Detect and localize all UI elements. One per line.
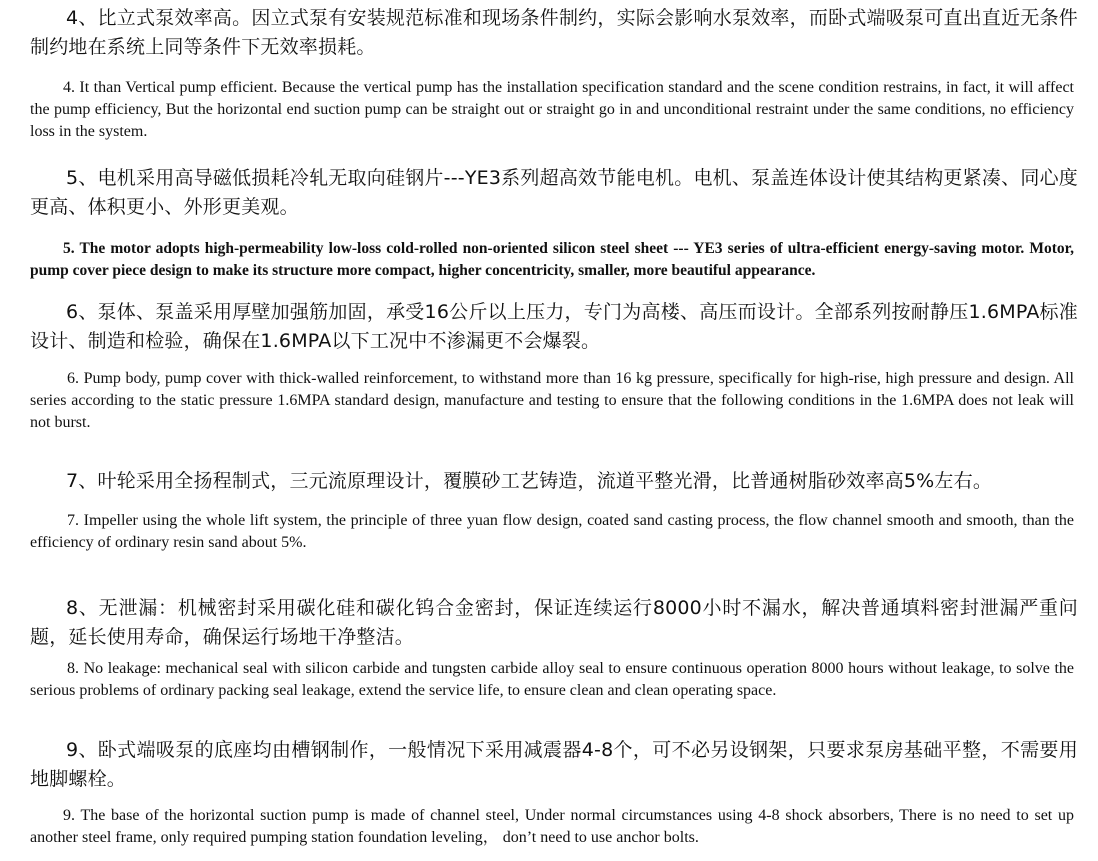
item-9-chinese: 9、卧式端吸泵的底座均由槽钢制作，一般情况下采用减震器4-8个，可不必另设钢架，只要求泵房基础平整，不需要用地脚螺栓。 [30,739,1078,790]
item-7-english: 7. Impeller using the whole lift system, the principle of three yuan flow design, coated sand casting process, the flow channel smooth and smooth, than the efficiency of ordinary resin sand about 5%. [30,512,1074,551]
item-5-chinese: 5、电机采用高导磁低损耗冷轧无取向硅钢片---YE3系列超高效节能电机。电机、泵盖连体设计使其结构更紧凑、同心度更高、体积更小、外形更美观。 [30,167,1078,218]
item-9-english: 9. The base of the horizontal suction pump is made of channel steel, Under normal circumstances using 4-8 shock absorbers, There is no need to set up another steel frame, only required pumping station foundation leveling， don’t need to use anchor bolts. [30,807,1074,846]
item-7-chinese: 7、叶轮采用全扬程制式，三元流原理设计，覆膜砂工艺铸造，流道平整光滑，比普通树脂砂效率高5%左右。 [66,470,993,492]
item-8-english: 8. No leakage: mechanical seal with silicon carbide and tungsten carbide alloy seal to ensure continuous operation 8000 hours without leakage, to solve the serious problems of ordinary packing seal leakage, extend the service life, to ensure clean and clean operating space. [30,660,1074,699]
item-5-english: 5. The motor adopts high-permeability low-loss cold-rolled non-oriented silicon steel sheet --- YE3 series of ultra-efficient energy-saving motor. Motor, pump cover piece design to make its structure more compact, higher concentricity, smaller, more beautiful appearance. [30,240,1074,279]
item-4-chinese: 4、比立式泵效率高。因立式泵有安装规范标准和现场条件制约，实际会影响水泵效率，而卧式端吸泵可直出直近无条件制约地在系统上同等条件下无效率损耗。 [30,7,1078,58]
item-4-english: 4. It than Vertical pump efficient. Because the vertical pump has the installation specification standard and the scene condition restrains, in fact, it will affect the pump efficiency, But the horizontal end suction pump can be straight out or straight go in and unconditional restraint under the same conditions, no efficiency loss in the system. [30,79,1074,140]
item-6-chinese: 6、泵体、泵盖采用厚壁加强筋加固，承受16公斤以上压力，专门为高楼、高压而设计。全部系列按耐静压1.6MPA标准设计、制造和检验，确保在1.6MPA以下工况中不渗漏更不会爆裂。 [30,301,1078,352]
item-6-english: 6. Pump body, pump cover with thick-walled reinforcement, to withstand more than 16 kg pressure, specifically for high-rise, high pressure and design. All series according to the static pressure 1.6MPA standard design, manufacture and testing to ensure that the following conditions in the 1.6MPA does not leak will not burst. [30,370,1074,431]
item-8-chinese: 8、无泄漏：机械密封采用碳化硅和碳化钨合金密封，保证连续运行8000小时不漏水，解决普通填料密封泄漏严重问题，延长使用寿命，确保运行场地干净整洁。 [30,597,1078,648]
